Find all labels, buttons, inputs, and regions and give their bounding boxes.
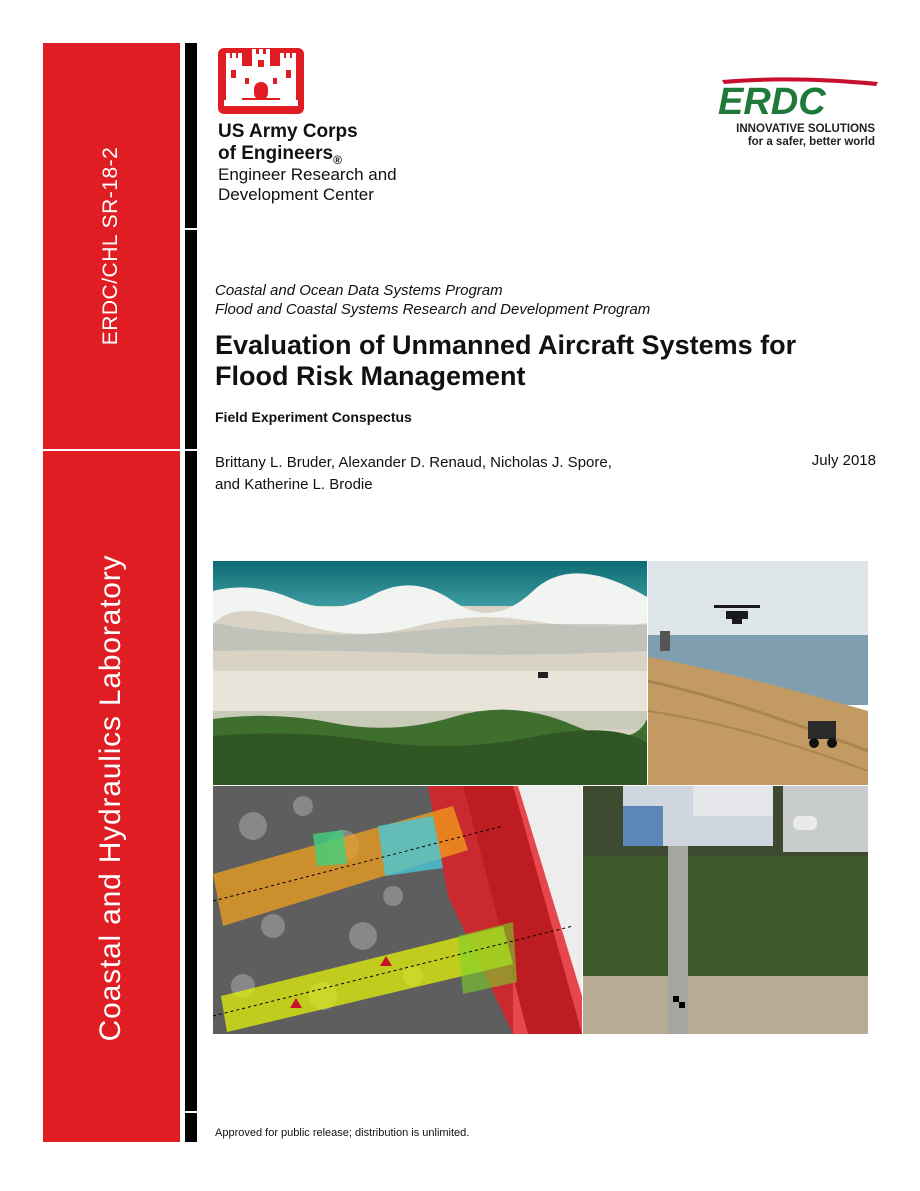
rule-tick [185, 1111, 197, 1113]
aerial-pier-photo [583, 786, 868, 1034]
erdc-wordmark: ERDC [718, 81, 826, 116]
program-line1: Coastal and Ocean Data Systems Program [215, 282, 503, 299]
laboratory-name: Coastal and Hydraulics Laboratory [94, 554, 127, 1042]
publication-date: July 2018 [811, 452, 876, 469]
black-rule [185, 43, 197, 1142]
erdc-tagline [736, 123, 875, 149]
program-line2: Flood and Coastal Systems Research and Development Program [215, 301, 651, 318]
drone-beach-photo [648, 561, 868, 785]
title-line2: Flood Risk Management [215, 361, 526, 391]
report-subtitle: Field Experiment Conspectus [215, 409, 412, 425]
report-id: ERDC/CHL SR-18-2 [99, 146, 122, 346]
rule-tick [185, 228, 197, 230]
usace-name-line2: of Engineers [218, 143, 334, 164]
erdc-center-name [218, 165, 397, 205]
rule-tick [185, 449, 197, 451]
erdc-tagline-line1: INNOVATIVE SOLUTIONS [736, 123, 875, 135]
usace-name-line1: US Army Corps [218, 121, 358, 142]
center-name-line2: Development Center [218, 185, 374, 204]
sidebar-divider [43, 449, 180, 451]
title-line1: Evaluation of Unmanned Aircraft Systems for [215, 330, 797, 360]
erdc-logo [700, 76, 880, 116]
program-names [215, 281, 650, 319]
usace-castle-logo [218, 48, 304, 114]
erdc-tagline-line2: for a safer, better world [747, 136, 875, 148]
release-statement: Approved for public release; distribution is unlimited. [215, 1127, 470, 1139]
report-title [215, 330, 865, 392]
flight-plan-map [213, 786, 582, 1034]
authors-line2: and Katherine L. Brodie [215, 476, 373, 493]
usace-name [218, 121, 358, 171]
author-list [215, 452, 685, 496]
aerial-beach-photo [213, 561, 647, 785]
castle-icon [218, 48, 304, 114]
authors-line1: Brittany L. Bruder, Alexander D. Renaud, Nicholas J. Spore, [215, 454, 612, 471]
registered-mark: ® [333, 152, 342, 167]
center-name-line1: Engineer Research and [218, 165, 397, 184]
report-sidebar [43, 43, 180, 1142]
